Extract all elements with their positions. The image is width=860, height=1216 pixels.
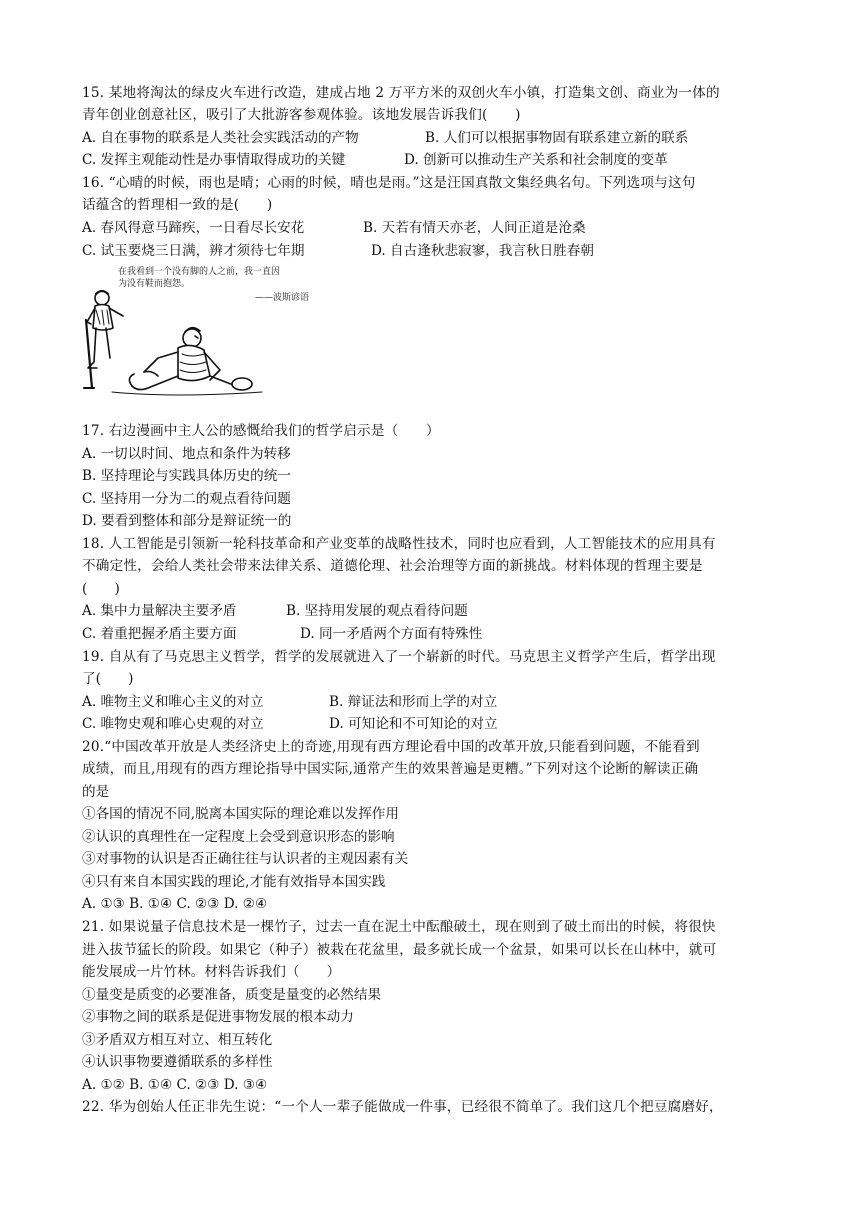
q18-line-2: 不确定性，会给人类社会带来法律关系、道德伦理、社会治理等方面的新挑战。材料体现的哲理主要是 xyxy=(82,558,703,574)
q19-option-c: C. 唯物史观和唯心史观的对立 xyxy=(82,716,264,732)
q20-line-2: 成绩，而且,用现有的西方理论指导中国实际,通常产生的效果普遍是更糟。”下列对这个论断的解读正确 xyxy=(82,761,699,777)
q19-options-row-1 xyxy=(82,691,497,713)
q16-line-1: 16. “心晴的时候，雨也是晴；心雨的时候，晴也是雨。”这是汪国真散文集经典名句。下列选项与这句 xyxy=(82,175,696,191)
q20-options: A. ①③ B. ①④ C. ②③ D. ②④ xyxy=(82,896,268,912)
q19-option-a: A. 唯物主义和唯心主义的对立 xyxy=(82,694,264,710)
q15-option-a: A. 自在事物的联系是人类社会实践活动的产物 xyxy=(82,130,359,146)
q15-option-d: D. 创新可以推动生产关系和社会制度的变革 xyxy=(404,152,668,168)
q17-line-1: 17. 右边漫画中主人公的感慨给我们的哲学启示是（ ） xyxy=(82,423,440,439)
q18-options-row-2 xyxy=(82,623,482,645)
q18-options-row-1 xyxy=(82,600,468,622)
q15-line-1: 15. 某地将淘汰的绿皮火车进行改造，建成占地 2 万平方米的双创火车小镇，打造集文创、商业为一体的 xyxy=(82,85,720,101)
q15-options-row-2 xyxy=(82,149,668,171)
q22-line-1: 22. 华为创始人任正非先生说：“一个人一辈子能做成一件事，已经很不简单了。我们这几个把豆腐磨好， xyxy=(82,1099,723,1115)
q18-line-1: 18. 人工智能是引领新一轮科技革命和产业变革的战略性技术，同时也应看到，人工智能技术的应用具有 xyxy=(82,536,716,552)
q20-item-4: ④只有来自本国实践的理论,才能有效指导本国实践 xyxy=(82,874,386,890)
q21-line-2: 进入拔节猛长的阶段。如果它（种子）被栽在花盆里，最多就长成一个盆景，如果可以长在山林中，就可 xyxy=(82,942,717,958)
q17-option-d: D. 要看到整体和部分是辩证统一的 xyxy=(82,513,292,529)
q16-option-d: D. 自古逢秋悲寂寥，我言秋日胜春朝 xyxy=(371,243,594,259)
q15-option-c: C. 发挥主观能动性是办事情取得成功的关键 xyxy=(82,152,346,168)
q15-line-2: 青年创业创意社区，吸引了大批游客参观体验。该地发展告诉我们( ) xyxy=(82,107,521,123)
q19-option-b: B. 辩证法和形而上学的对立 xyxy=(329,694,498,710)
cartoon-source: ——波斯谚语 xyxy=(255,293,310,303)
q18-option-d: D. 同一矛盾两个方面有特殊性 xyxy=(300,626,483,642)
q16-option-b: B. 天若有情天亦老，人间正道是沧桑 xyxy=(363,220,586,236)
q18-option-a: A. 集中力量解决主要矛盾 xyxy=(82,603,237,619)
q16-options-row-2 xyxy=(82,240,594,262)
q17-option-c: C. 坚持用一分为二的观点看待问题 xyxy=(82,491,291,507)
q15-option-b: B. 人们可以根据事物固有联系建立新的联系 xyxy=(425,130,689,146)
q19-option-d: D. 可知论和不可知论的对立 xyxy=(329,716,498,732)
q18-line-3: ( ) xyxy=(82,581,120,597)
cartoon-caption-line-2: 为没有鞋而抱怨。 xyxy=(118,279,191,289)
q21-item-4: ④认识事物要遵循联系的多样性 xyxy=(82,1054,273,1070)
q20-item-3: ③对事物的认识是否正确往往与认识者的主观因素有关 xyxy=(82,851,409,867)
q16-option-c: C. 试玉要烧三日满，辨才须待七年期 xyxy=(82,243,305,259)
q16-options-row-1 xyxy=(82,217,586,239)
q21-line-1: 21. 如果说量子信息技术是一棵竹子，过去一直在泥土中酝酿破土，现在则到了破土而出的时候，将很快 xyxy=(82,919,716,935)
q18-option-b: B. 坚持用发展的观点看待问题 xyxy=(286,603,468,619)
q17-option-b: B. 坚持理论与实践具体历史的统一 xyxy=(82,468,291,484)
q20-item-2: ②认识的真理性在一定程度上会受到意识形态的影响 xyxy=(82,829,395,845)
q20-item-1: ①各国的情况不同,脱离本国实际的理论难以发挥作用 xyxy=(82,806,399,822)
q18-option-c: C. 着重把握矛盾主要方面 xyxy=(82,626,237,642)
q20-line-1: 20.“中国改革开放是人类经济史上的奇迹,用现有西方理论看中国的改革开放,只能看到问题，不能看到 xyxy=(82,739,700,755)
q21-item-3: ③矛盾双方相互对立、相互转化 xyxy=(82,1032,273,1048)
q21-item-1: ①量变是质变的必要准备，质变是量变的必然结果 xyxy=(82,987,382,1003)
q15-options-row-1 xyxy=(82,127,688,149)
q19-line-2: 了( ) xyxy=(82,671,134,687)
q17-option-a: A. 一切以时间、地点和条件为转移 xyxy=(82,446,291,462)
q21-item-2: ②事物之间的联系是促进事物发展的根本动力 xyxy=(82,1009,354,1025)
q20-line-3: 的是 xyxy=(82,784,110,800)
q21-options: A. ①② B. ①④ C. ②③ D. ③④ xyxy=(82,1077,268,1093)
cartoon-caption xyxy=(118,266,280,290)
cartoon-caption-line-1: 在我看到一个没有脚的人之前，我一直因 xyxy=(118,267,281,277)
q19-line-1: 19. 自从有了马克思主义哲学，哲学的发展就进入了一个崭新的时代。马克思主义哲学产生后，哲学出现 xyxy=(82,649,716,665)
q19-options-row-2 xyxy=(82,713,498,735)
q16-option-a: A. 春风得意马蹄疾，一日看尽长安花 xyxy=(82,220,305,236)
q16-line-2: 话蕴含的哲理相一致的是( ) xyxy=(82,197,273,213)
q21-line-3: 能发展成一片竹林。材料告诉我们（ ） xyxy=(82,964,341,980)
